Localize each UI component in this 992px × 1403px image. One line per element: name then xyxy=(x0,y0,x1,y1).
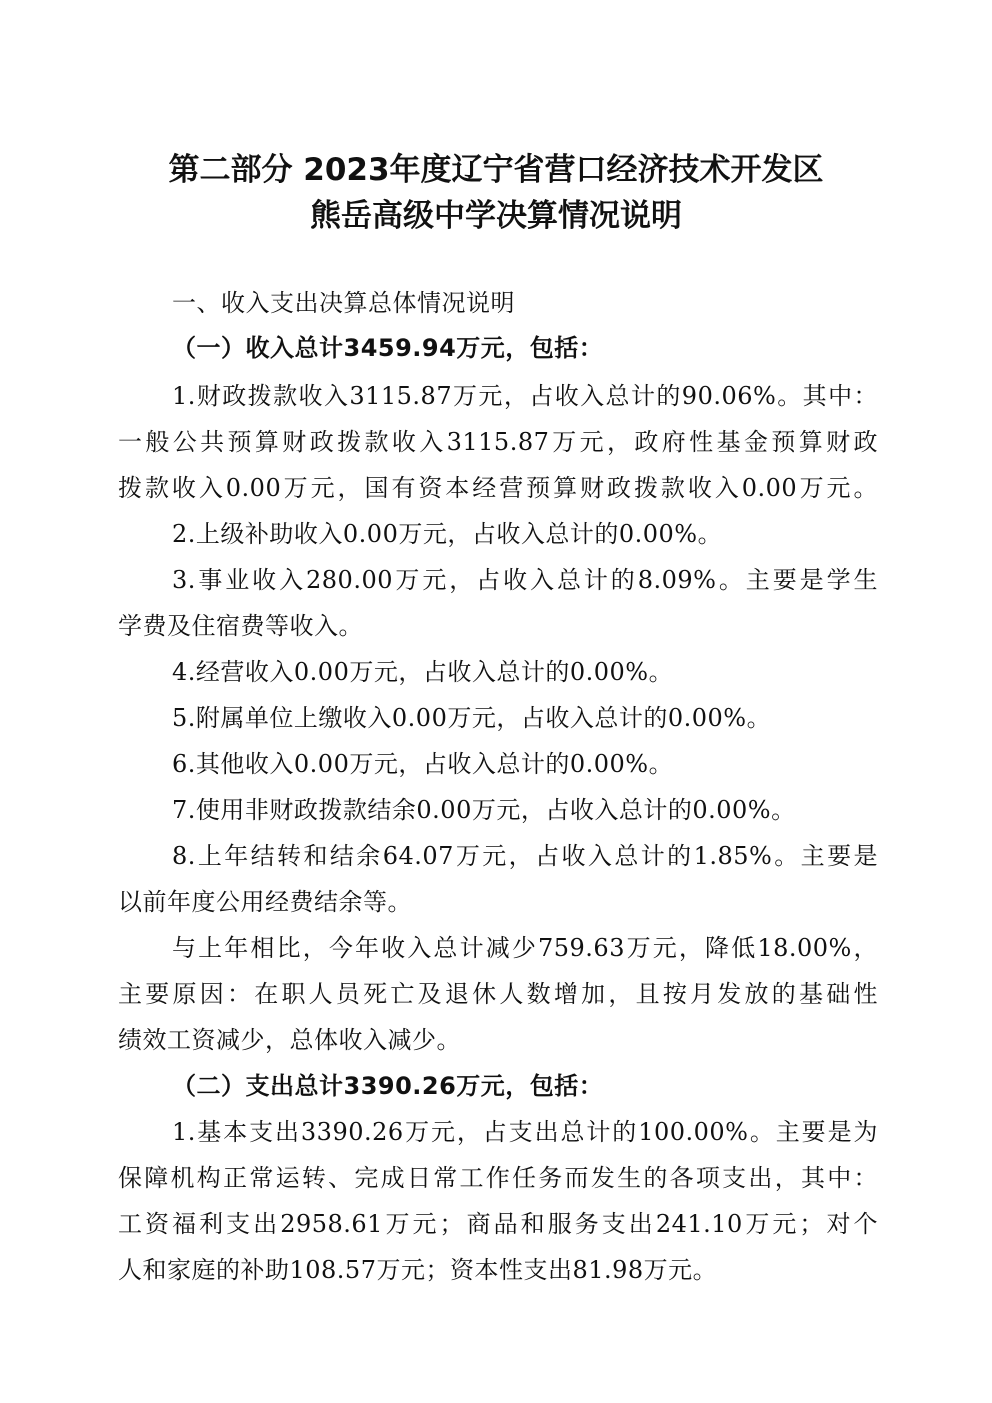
paragraph-line: 学费及住宿费等收入。 xyxy=(118,612,363,640)
document-title-line-2: 熊岳高级中学决算情况说明 xyxy=(310,198,682,234)
expense-total-heading: （二）支出总计3390.26万元，包括： xyxy=(172,1072,604,1100)
paragraph-line: 拨款收入0.00万元，国有资本经营预算财政拨款收入0.00万元。 xyxy=(118,474,878,502)
paragraph-line: 8.上年结转和结余64.07万元，占收入总计的1.85%。主要是 xyxy=(172,842,878,870)
paragraph-line: 保障机构正常运转、完成日常工作任务而发生的各项支出，其中： xyxy=(118,1164,878,1192)
paragraph-line: 2.上级补助收入0.00万元，占收入总计的0.00%。 xyxy=(172,520,723,548)
income-total-heading: （一）收入总计3459.94万元，包括： xyxy=(172,334,604,362)
paragraph-line: 主要原因：在职人员死亡及退休人数增加，且按月发放的基础性 xyxy=(118,980,878,1008)
paragraph-line: 人和家庭的补助108.57万元；资本性支出81.98万元。 xyxy=(118,1256,718,1284)
paragraph-line: 6.其他收入0.00万元，占收入总计的0.00%。 xyxy=(172,750,674,778)
paragraph-line: 7.使用非财政拨款结余0.00万元，占收入总计的0.00%。 xyxy=(172,796,796,824)
paragraph-line: 5.附属单位上缴收入0.00万元，占收入总计的0.00%。 xyxy=(172,704,772,732)
section-heading: 一、收入支出决算总体情况说明 xyxy=(172,289,515,317)
paragraph-line: 一般公共预算财政拨款收入3115.87万元，政府性基金预算财政 xyxy=(118,428,878,456)
paragraph-line: 1.财政拨款收入3115.87万元，占收入总计的90.06%。其中： xyxy=(172,382,878,410)
paragraph-line: 工资福利支出2958.61万元；商品和服务支出241.10万元；对个 xyxy=(118,1210,878,1238)
paragraph-line: 绩效工资减少，总体收入减少。 xyxy=(118,1026,461,1054)
paragraph-line: 1.基本支出3390.26万元，占支出总计的100.00%。主要是为 xyxy=(172,1118,878,1146)
document-title-line-1: 第二部分 2023年度辽宁省营口经济技术开发区 xyxy=(168,152,824,188)
paragraph-line: 4.经营收入0.00万元，占收入总计的0.00%。 xyxy=(172,658,674,686)
paragraph-line: 3.事业收入280.00万元，占收入总计的8.09%。主要是学生 xyxy=(172,566,878,594)
paragraph-line: 与上年相比，今年收入总计减少759.63万元，降低18.00%， xyxy=(172,934,878,962)
paragraph-line: 以前年度公用经费结余等。 xyxy=(118,888,412,916)
